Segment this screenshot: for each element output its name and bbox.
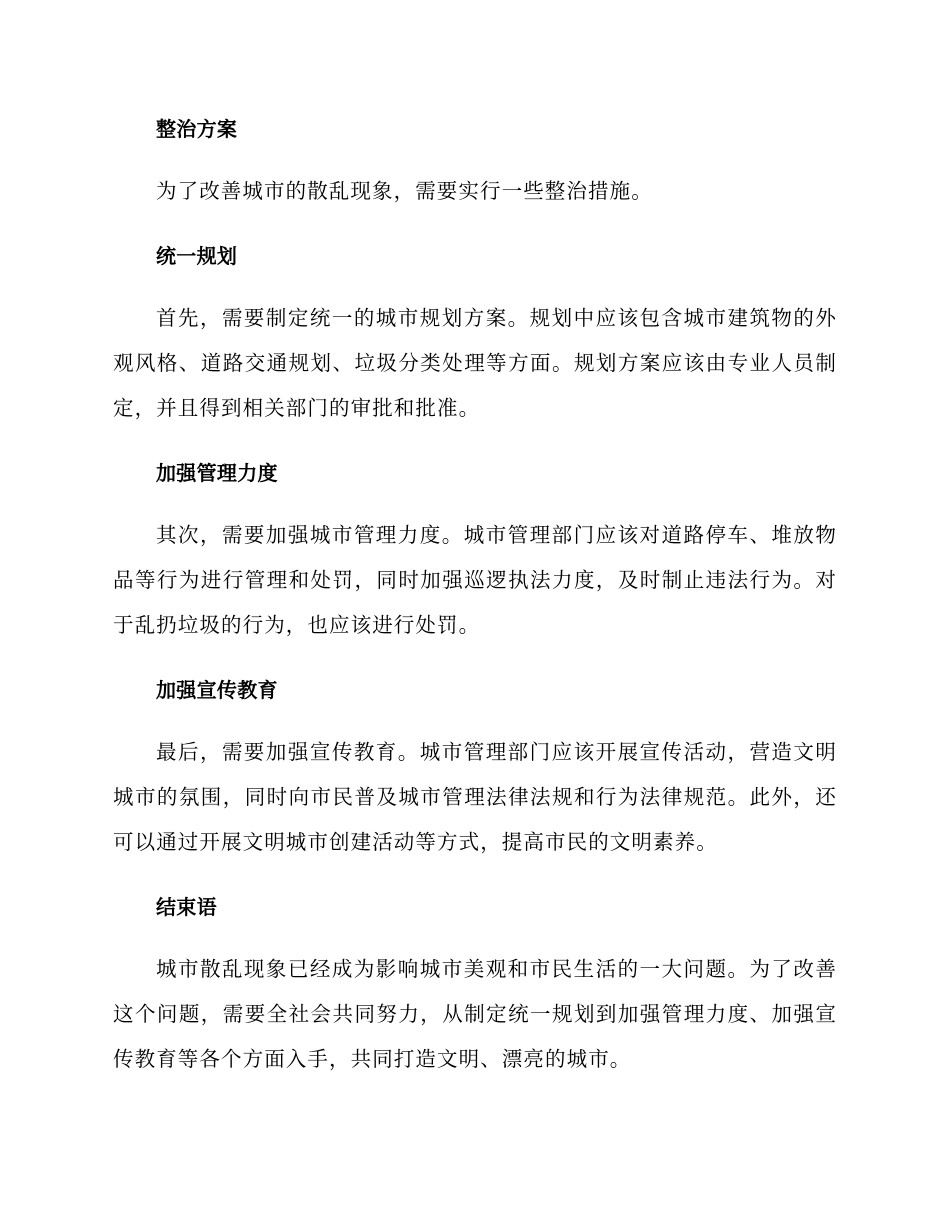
section-paragraph-management: 其次，需要加强城市管理力度。城市管理部门应该对道路停车、堆放物品等行为进行管理和处罚，同时加强巡逻执法力度，及时制止违法行为。对于乱扔垃圾的行为，也应该进行处罚。 (113, 523, 837, 637)
section-heading-unified-planning: 统一规划 (156, 244, 238, 268)
document-body (113, 112, 837, 1082)
section-heading-plan: 整治方案 (156, 117, 238, 141)
section-heading-management: 加强管理力度 (156, 461, 278, 485)
section-paragraph-unified-planning: 首先，需要制定统一的城市规划方案。规划中应该包含城市建筑物的外观风格、道路交通规划、垃圾分类处理等方面。规划方案应该由专业人员制定，并且得到相关部门的审批和批准。 (113, 306, 837, 420)
section-heading-education: 加强宣传教育 (156, 678, 278, 702)
section-paragraph-conclusion: 城市散乱现象已经成为影响城市美观和市民生活的一大问题。为了改善这个问题，需要全社会共同努力，从制定统一规划到加强管理力度、加强宣传教育等各个方面入手，共同打造文明、漂亮的城市。 (113, 957, 837, 1071)
section-heading-conclusion: 结束语 (156, 895, 217, 919)
section-paragraph-plan: 为了改善城市的散乱现象，需要实行一些整治措施。 (156, 179, 653, 203)
section-paragraph-education: 最后，需要加强宣传教育。城市管理部门应该开展宣传活动，营造文明城市的氛围，同时向市民普及城市管理法律法规和行为法律规范。此外，还可以通过开展文明城市创建活动等方式，提高市民的文明素养。 (113, 740, 837, 854)
